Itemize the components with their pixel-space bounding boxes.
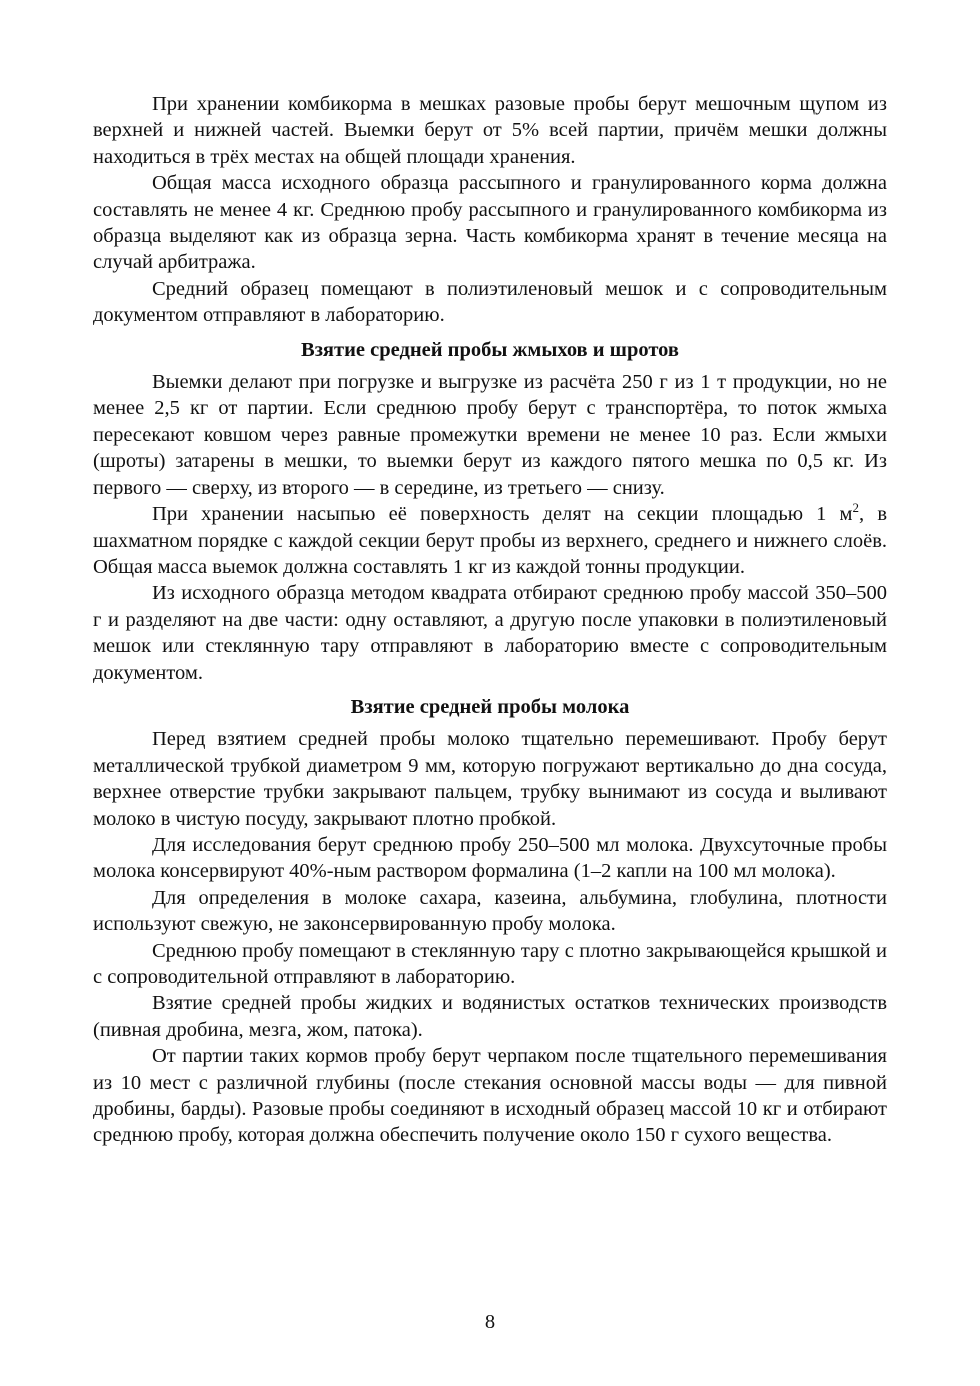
paragraph-3: Средний образец помещают в полиэтиленовый мешок и с сопроводительным документом отправляют в лабораторию. <box>93 277 887 327</box>
superscript-2: 2 <box>852 500 860 516</box>
paragraph-8: Для исследования берут среднюю пробу 250–500 мл молока. Двухсуточные пробы молока консервируют 40%-ным раствором формалина (1–2 капли на 100 мл молока). <box>93 833 887 883</box>
paragraph-12: От партии таких кормов пробу берут черпаком после тщательного перемешивания из 10 мест с различной глубины (после стекания основной массы воды — для пивной дробины, барды). Разовые пробы соединяют в исходный образец массой 10 кг и отбирают среднюю пробу, которая должна обеспечить получение около 150 г сухого вещества. <box>93 1045 887 1147</box>
paragraph-10: Среднюю пробу помещают в стеклянную тару с плотно закрывающейся крышкой и с сопроводительной отправляют в лабораторию. <box>93 939 887 988</box>
page-number: 8 <box>484 1311 496 1333</box>
paragraph-7: Перед взятием средней пробы молоко тщательно перемешивают. Пробу берут металлической трубкой диаметром 9 мм, которую погружают вертикально до дна сосуда, верхнее отверстие трубки закрывают пальцем, трубку вынимают из сосуда и выливают молоко в чистую посуду, закрывают плотно пробкой. <box>93 728 887 830</box>
paragraph-6: Из исходного образца методом квадрата отбирают среднюю пробу массой 350–500 г и разделяют на две части: одну оставляют, а другую после упаковки в полиэтиленовый мешок или стеклянную тару отправляют в лабораторию вместе с сопроводительным документом. <box>93 582 887 684</box>
section-heading-milk: Взятие средней пробы молока <box>350 695 630 718</box>
paragraph-1: При хранении комбикорма в мешках разовые пробы берут мешочным щупом из верхней и нижней частей. Выемки берут от 5% всей партии, причём мешки должны находиться в трёх местах на общей площади хранения. <box>93 93 887 168</box>
paragraph-11: Взятие средней пробы жидких и водянистых остатков технических производств (пивная дробина, мезга, жом, патока). <box>93 992 887 1041</box>
paragraph-5 <box>93 501 887 580</box>
paragraph-4: Выемки делают при погрузке и выгрузке из расчёта 250 г из 1 т продукции, но не менее 2,5 кг от партии. Если среднюю пробу берут с транспортёра, то поток жмыха пересекают ковшом через равные промежутки времени не менее 10 раз. Если жмыхи (шроты) затарены в мешки, то выемки берут из каждого пятого мешка по 0,5 кг. Из первого — сверху, из второго — в середине, из третьего — снизу. <box>93 371 887 499</box>
paragraph-5-text-b: , в шахматном порядке с каждой секции берут пробы из верхнего, среднего и нижнего слоёв. Общая масса выемок должна составлять 1 кг из каждой тонны продукции. <box>93 503 887 578</box>
paragraph-2: Общая масса исходного образца рассыпного и гранулированного корма должна составлять не менее 4 кг. Среднюю пробу рассыпного и гранулированного комбикорма из образца выделяют как из образца зерна. Часть комбикорма хранят в течение месяца на случай арбитража. <box>93 172 887 274</box>
paragraph-9: Для определения в молоке сахара, казеина, альбумина, глобулина, плотности используют свежую, не законсервированную пробу молока. <box>93 886 887 936</box>
section-heading-oilcakes: Взятие средней пробы жмыхов и шротов <box>301 338 679 361</box>
paragraph-5-text-a: При хранении насыпью её поверхность делят на секции площадью 1 м <box>152 503 853 526</box>
